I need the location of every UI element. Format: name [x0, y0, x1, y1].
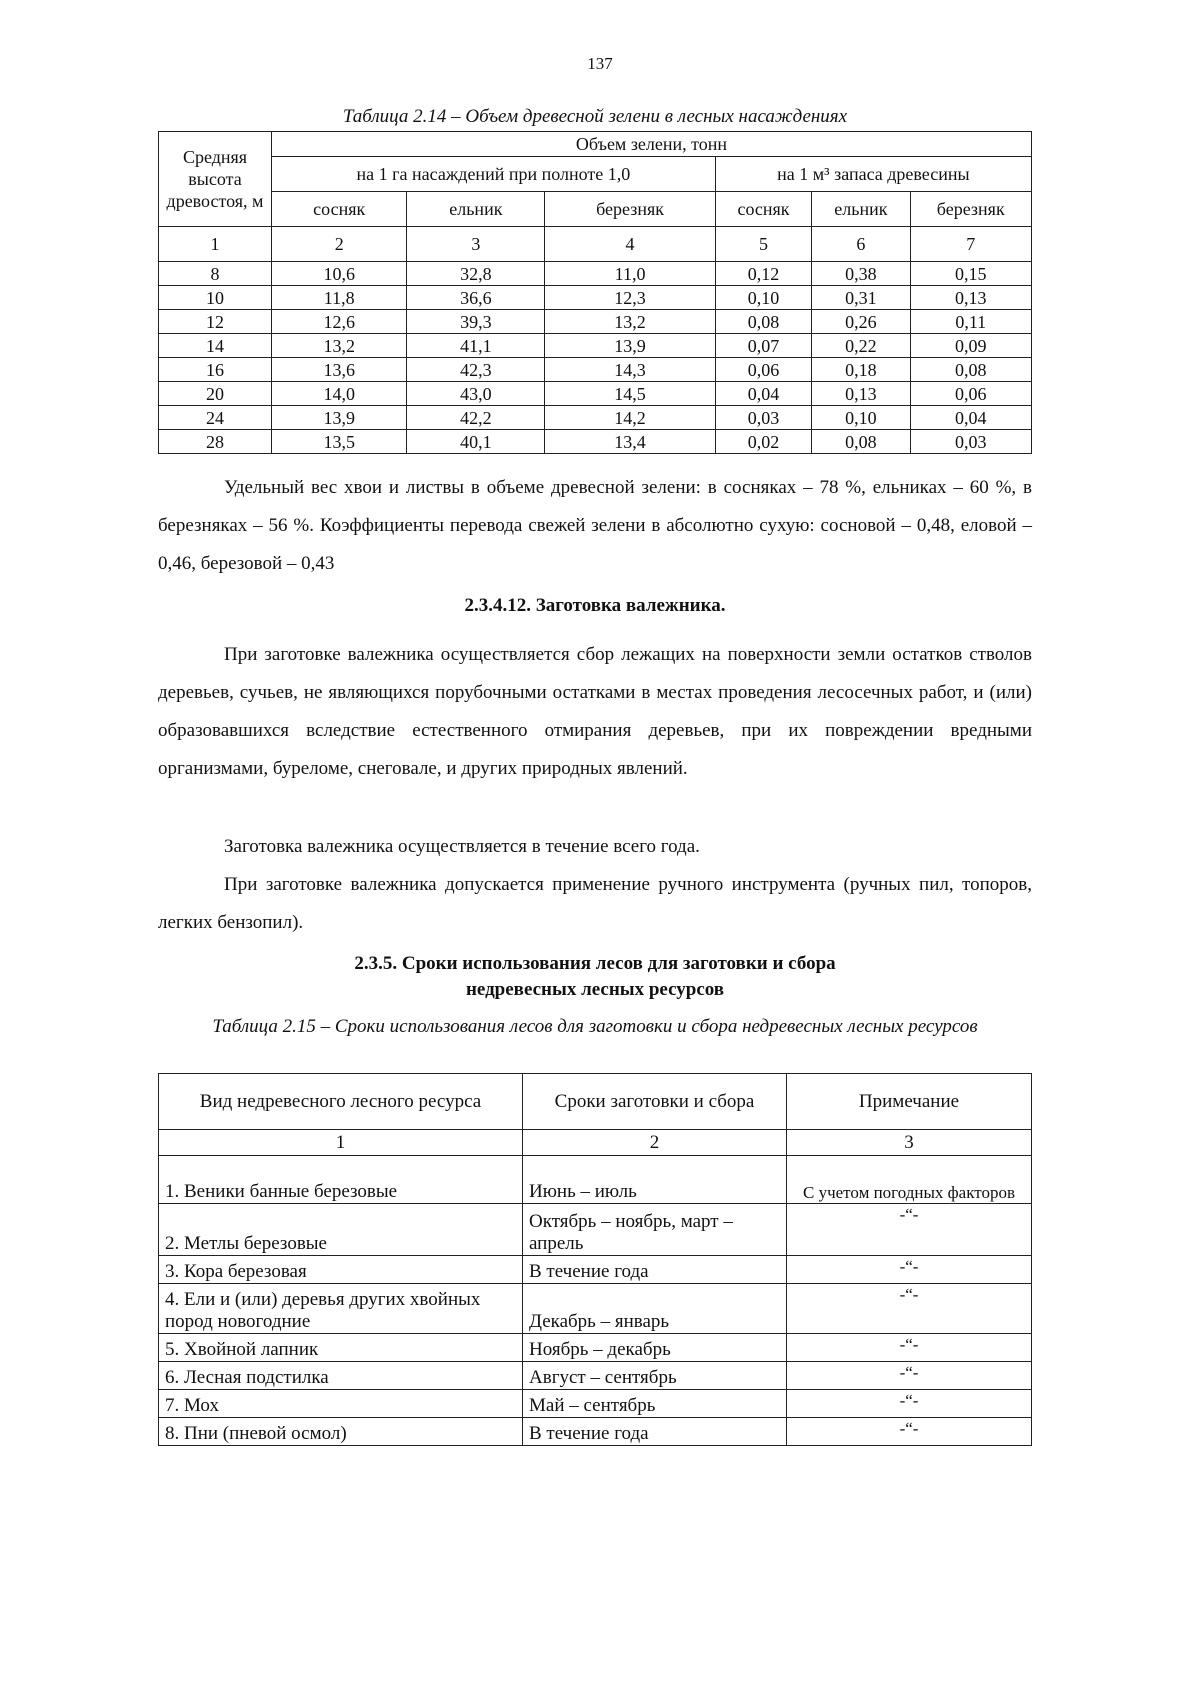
table-row [159, 406, 1032, 430]
table-cell: 13,9 [545, 334, 715, 358]
note-cell: -“- [787, 1418, 1032, 1446]
paragraph-greenery-share: Удельный вес хвои и листвы в объеме древесной зелени: в сосняках – 78 %, ельниках – 60 %, в березняках – 56 %. Коэффициенты перевода свежей зелени в абсолютно сухую: сосновой – 0,48, еловой – 0,46, березовой – 0,43 [158, 477, 1032, 574]
col-number: 5 [715, 227, 811, 262]
table-row [159, 358, 1032, 382]
resource-cell: 1. Веники банные березовые [159, 1156, 523, 1204]
table-cell: 41,1 [407, 334, 545, 358]
species-header: березняк [545, 192, 715, 227]
table-cell: 14,5 [545, 382, 715, 406]
table-cell: 0,26 [812, 310, 910, 334]
table-cell: 0,06 [910, 382, 1032, 406]
col-number: 2 [272, 227, 407, 262]
table-cell: 11,8 [272, 286, 407, 310]
terms-cell: В течение года [523, 1256, 787, 1284]
table-cell: 12,6 [272, 310, 407, 334]
table-row [159, 1204, 1032, 1256]
table-cell: 0,06 [715, 358, 811, 382]
paragraph-deadwood-definition: При заготовке валежника осуществляется сбор лежащих на поверхности земли остатков стволов деревьев, сучьев, не являющихся порубочными остатками в местах проведения лесосечных работ, и (или) образовавшихся вследствие естественного отмирания деревьев, при их повреждении вредными организмами, буреломе, снеговале, и других природных явлений. [158, 644, 1032, 779]
note-cell: С учетом погодных факторов [787, 1156, 1032, 1204]
col-number: 6 [812, 227, 910, 262]
paragraph-deadwood-tools: При заготовке валежника допускается применение ручного инструмента (ручных пил, топоров, легких бензопил). [158, 874, 1032, 933]
col-height-header: Средняя высота древостоя, м [159, 132, 272, 227]
note-cell: -“- [787, 1362, 1032, 1390]
resource-cell: 5. Хвойной лапник [159, 1334, 523, 1362]
table-cell: 0,13 [910, 286, 1032, 310]
table-row [159, 1256, 1032, 1284]
table-cell: 0,03 [715, 406, 811, 430]
col-number: 4 [545, 227, 715, 262]
table2-caption: Таблица 2.15 – Сроки использования лесов для заготовки и сбора недревесных лесных ресурсов [212, 1016, 978, 1037]
table-cell: 0,04 [910, 406, 1032, 430]
table-cell: 0,04 [715, 382, 811, 406]
species-header: сосняк [715, 192, 811, 227]
note-cell: -“- [787, 1390, 1032, 1418]
table-cell: 14,0 [272, 382, 407, 406]
table-cell: 42,3 [407, 358, 545, 382]
note-cell: -“- [787, 1256, 1032, 1284]
table-row [159, 310, 1032, 334]
table-cell: 0,09 [910, 334, 1032, 358]
table-cell: 0,10 [715, 286, 811, 310]
table-cell: 0,15 [910, 262, 1032, 286]
terms-cell: Декабрь – январь [523, 1284, 787, 1334]
table-cell: 0,22 [812, 334, 910, 358]
note-cell: -“- [787, 1204, 1032, 1256]
header-resource: Вид недревесного лесного ресурса [159, 1074, 523, 1130]
species-header: сосняк [272, 192, 407, 227]
table-cell: 0,08 [910, 358, 1032, 382]
terms-cell: Ноябрь – декабрь [523, 1334, 787, 1362]
table-cell: 16 [159, 358, 272, 382]
section-heading-terms-a: 2.3.5. Сроки использования лесов для заготовки и сбора [354, 953, 836, 974]
table-row [159, 334, 1032, 358]
terms-cell: Июнь – июль [523, 1156, 787, 1204]
note-cell: -“- [787, 1334, 1032, 1362]
table-row [159, 286, 1032, 310]
table-cell: 0,02 [715, 430, 811, 454]
table-cell: 0,38 [812, 262, 910, 286]
greenery-volume-table [158, 131, 1032, 454]
header-terms: Сроки заготовки и сбора [523, 1074, 787, 1130]
table-cell: 12,3 [545, 286, 715, 310]
resource-cell: 8. Пни (пневой осмол) [159, 1418, 523, 1446]
table-row [159, 262, 1032, 286]
table-cell: 0,11 [910, 310, 1032, 334]
terms-cell: Август – сентябрь [523, 1362, 787, 1390]
species-header: березняк [910, 192, 1032, 227]
resource-cell: 3. Кора березовая [159, 1256, 523, 1284]
table-cell: 0,31 [812, 286, 910, 310]
table1-caption: Таблица 2.14 – Объем древесной зелени в лесных насаждениях [342, 106, 848, 127]
table-row [159, 1362, 1032, 1390]
col-number: 3 [787, 1130, 1032, 1156]
table-cell: 13,2 [272, 334, 407, 358]
col-number: 1 [159, 1130, 523, 1156]
table-cell: 20 [159, 382, 272, 406]
table-cell: 0,08 [812, 430, 910, 454]
resource-cell: 6. Лесная подстилка [159, 1362, 523, 1390]
table-cell: 0,13 [812, 382, 910, 406]
page-number: 137 [587, 54, 613, 73]
table-cell: 43,0 [407, 382, 545, 406]
table-row [159, 1418, 1032, 1446]
table-row [159, 382, 1032, 406]
table-row [159, 1334, 1032, 1362]
table-cell: 12 [159, 310, 272, 334]
paragraph-deadwood-period: Заготовка валежника осуществляется в течение всего года. [224, 836, 700, 857]
table-cell: 32,8 [407, 262, 545, 286]
table-row [159, 1284, 1032, 1334]
terms-cell: Май – сентябрь [523, 1390, 787, 1418]
table-cell: 14 [159, 334, 272, 358]
table-cell: 0,07 [715, 334, 811, 358]
table-cell: 24 [159, 406, 272, 430]
subheader-per-m3: на 1 м³ запаса древесины [715, 157, 1031, 192]
table-cell: 0,03 [910, 430, 1032, 454]
table-row [159, 1390, 1032, 1418]
col-number: 1 [159, 227, 272, 262]
section-heading-deadwood: 2.3.4.12. Заготовка валежника. [464, 595, 726, 616]
table-cell: 13,5 [272, 430, 407, 454]
table-cell: 13,9 [272, 406, 407, 430]
resource-cell: 2. Метлы березовые [159, 1204, 523, 1256]
table-cell: 36,6 [407, 286, 545, 310]
table-cell: 0,12 [715, 262, 811, 286]
resource-cell: 4. Ели и (или) деревья других хвойных пород новогодние [159, 1284, 523, 1334]
table-cell: 13,4 [545, 430, 715, 454]
table-cell: 14,2 [545, 406, 715, 430]
section-heading-terms-b: недревесных лесных ресурсов [465, 979, 725, 1000]
note-cell: -“- [787, 1284, 1032, 1334]
non-wood-resources-table [158, 1073, 1032, 1446]
table-cell: 10 [159, 286, 272, 310]
table-cell: 13,2 [545, 310, 715, 334]
table-cell: 0,18 [812, 358, 910, 382]
table-cell: 0,08 [715, 310, 811, 334]
table-cell: 11,0 [545, 262, 715, 286]
table-row [159, 1156, 1032, 1204]
col-number: 2 [523, 1130, 787, 1156]
table-cell: 39,3 [407, 310, 545, 334]
col-number: 7 [910, 227, 1032, 262]
table-cell: 8 [159, 262, 272, 286]
table-cell: 10,6 [272, 262, 407, 286]
table-cell: 42,2 [407, 406, 545, 430]
resource-cell: 7. Мох [159, 1390, 523, 1418]
table-cell: 28 [159, 430, 272, 454]
table-cell: 40,1 [407, 430, 545, 454]
table-row [159, 430, 1032, 454]
table-cell: 0,10 [812, 406, 910, 430]
header-note: Примечание [787, 1074, 1032, 1130]
terms-cell: В течение года [523, 1418, 787, 1446]
terms-cell: Октябрь – ноябрь, март – апрель [523, 1204, 787, 1256]
table-cell: 14,3 [545, 358, 715, 382]
species-header: ельник [407, 192, 545, 227]
col-number: 3 [407, 227, 545, 262]
species-header: ельник [812, 192, 910, 227]
subheader-per-ha: на 1 га насаждений при полноте 1,0 [272, 157, 716, 192]
group-header: Объем зелени, тонн [272, 132, 1032, 157]
table-cell: 13,6 [272, 358, 407, 382]
